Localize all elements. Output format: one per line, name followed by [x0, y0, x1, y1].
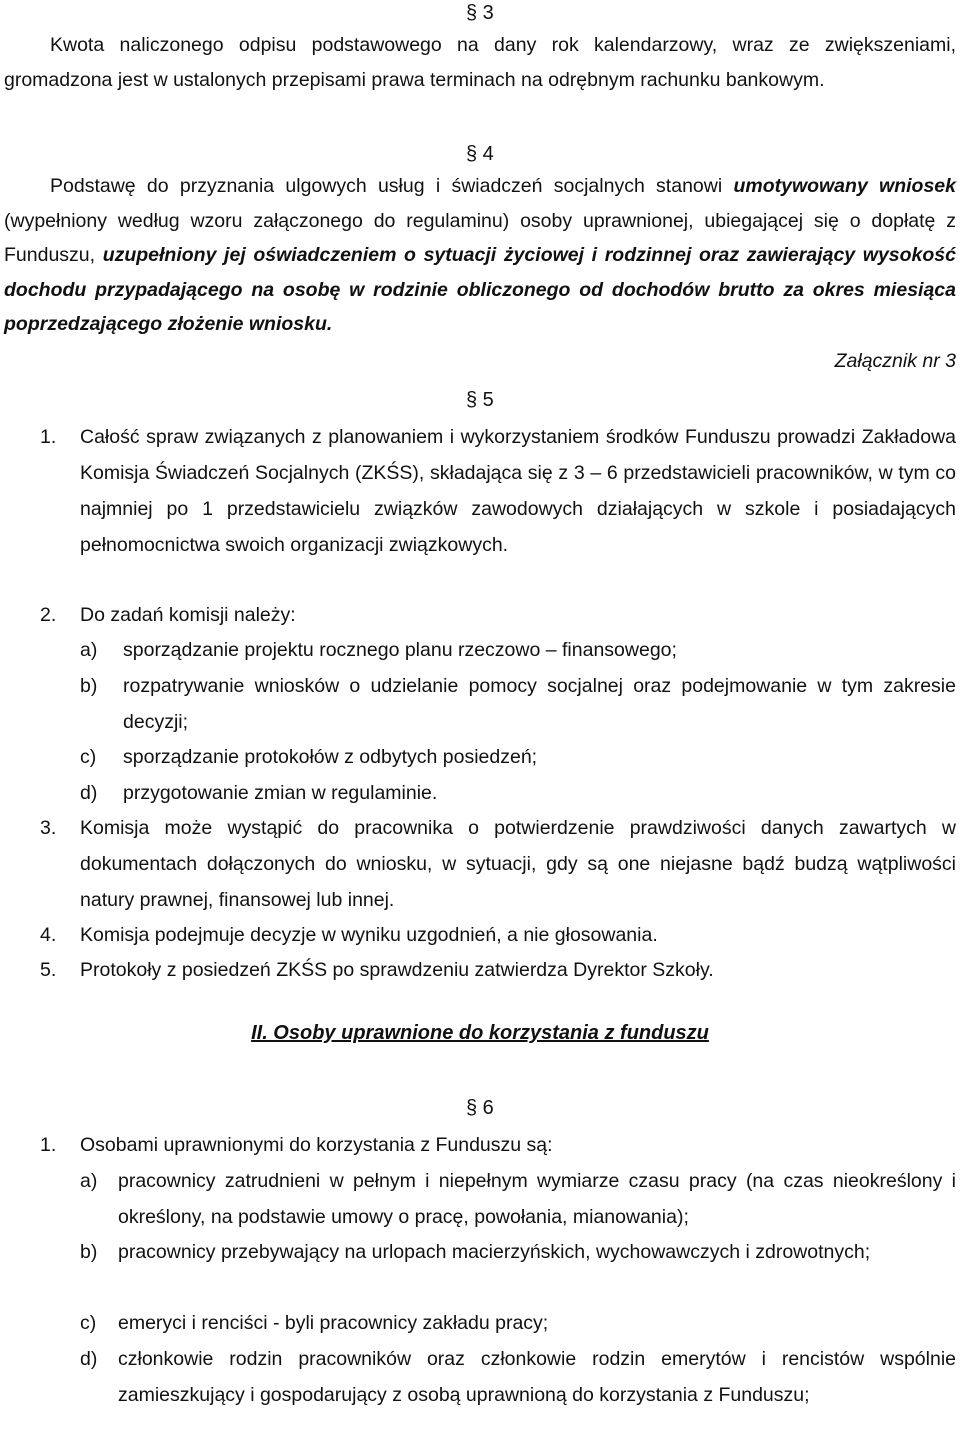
list-item: sporządzanie projektu rocznego planu rzeczowo – finansowego;: [123, 639, 677, 661]
list-letter: c): [80, 746, 97, 768]
item-number: 3.: [40, 817, 57, 839]
item-number: 5.: [40, 959, 57, 981]
list-item: członkowie rodzin pracowników oraz członkowie rodzin emerytów i rencistów wspólnie zamieszkujący i gospodarujący z osobą uprawnioną do korzystania z Funduszu;: [118, 1348, 956, 1406]
list-item: rozpatrywanie wniosków o udzielanie pomocy socjalnej oraz podejmowanie w tym zakresie decyzji;: [123, 675, 956, 733]
section-4-text-part: (wypełniony według wzoru załączonego do regulaminu) osoby uprawnionej, ubiegającej się o dopłatę z Funduszu,: [4, 209, 956, 266]
list-letter: b): [80, 675, 98, 697]
list-letter: d): [80, 1348, 98, 1370]
list-item: emeryci i renciści - byli pracownicy zakładu pracy;: [118, 1312, 549, 1334]
section-3-text: Kwota naliczonego odpisu podstawowego na dany rok kalendarzowy, wraz ze zwiększeniami, gromadzona jest w ustalonych przepisami prawa terminach na odrębnym rachunku bankowym.: [4, 34, 956, 91]
section-4-text-part: Podstawę do przyznania ulgowych usług i świadczeń socjalnych stanowi: [50, 175, 734, 197]
list-letter: b): [80, 1241, 98, 1263]
item-number: 1.: [40, 1134, 57, 1156]
list-letter: c): [80, 1312, 97, 1334]
section-4-emphasis: umotywowany wniosek: [733, 175, 956, 197]
section-4-emphasis: uzupełniony jej oświadczeniem o sytuacji życiowej i rodzinnej oraz zawierający wysokość dochodu przypadającego na osobę w rodzinie obliczonego od dochodów brutto za okres miesiąca poprzedzającego złożenie wniosku.: [4, 244, 956, 335]
section-5-paragraph-5: Protokoły z posiedzeń ZKŚS po sprawdzeniu zatwierdza Dyrektor Szkoły.: [80, 959, 714, 981]
list-letter: a): [80, 1170, 98, 1192]
item-number: 4.: [40, 924, 57, 946]
list-item: przygotowanie zmian w regulaminie.: [123, 782, 438, 804]
section-5-heading: § 5: [466, 389, 494, 411]
item-number: 2.: [40, 604, 57, 626]
list-item: pracownicy przebywający na urlopach macierzyńskich, wychowawczych i zdrowotnych;: [118, 1241, 871, 1263]
section-6-heading: § 6: [466, 1097, 494, 1119]
annex-reference: Załącznik nr 3: [834, 350, 956, 372]
list-item: sporządzanie protokołów z odbytych posiedzeń;: [123, 746, 538, 768]
section-5-paragraph-3: Komisja może wystąpić do pracownika o potwierdzenie prawdziwości danych zawartych w dokumentach dołączonych do wniosku, w sytuacji, gdy są one niejasne bądź budzą wątpliwości natury prawnej, finansowej lub innej.: [80, 817, 956, 911]
section-4-heading: § 4: [466, 143, 494, 165]
section-5-paragraph-4: Komisja podejmuje decyzje w wyniku uzgodnień, a nie głosowania.: [80, 924, 658, 946]
item-number: 1.: [40, 426, 57, 448]
section-5-paragraph-2: Do zadań komisji należy:: [80, 604, 296, 626]
list-letter: a): [80, 639, 98, 661]
list-item: pracownicy zatrudnieni w pełnym i niepełnym wymiarze czasu pracy (na czas nieokreślony i określony, na podstawie umowy o pracę, powołania, mianowania);: [118, 1170, 956, 1228]
list-letter: d): [80, 782, 98, 804]
section-3-heading: § 3: [466, 2, 494, 24]
section-4-text: [4, 169, 956, 342]
section-5-paragraph-1: Całość spraw związanych z planowaniem i wykorzystaniem środków Funduszu prowadzi Zakładowa Komisja Świadczeń Socjalnych (ZKŚS), składająca się z 3 – 6 przedstawicieli pracowników, w tym co najmniej po 1 przedstawicielu związków zawodowych działających w szkole i posiadających pełnomocnictwa swoich organizacji związkowych.: [80, 426, 956, 556]
section-6-paragraph-1: Osobami uprawnionymi do korzystania z Funduszu są:: [80, 1134, 553, 1156]
chapter-heading: II. Osoby uprawnione do korzystania z funduszu: [251, 1022, 709, 1044]
